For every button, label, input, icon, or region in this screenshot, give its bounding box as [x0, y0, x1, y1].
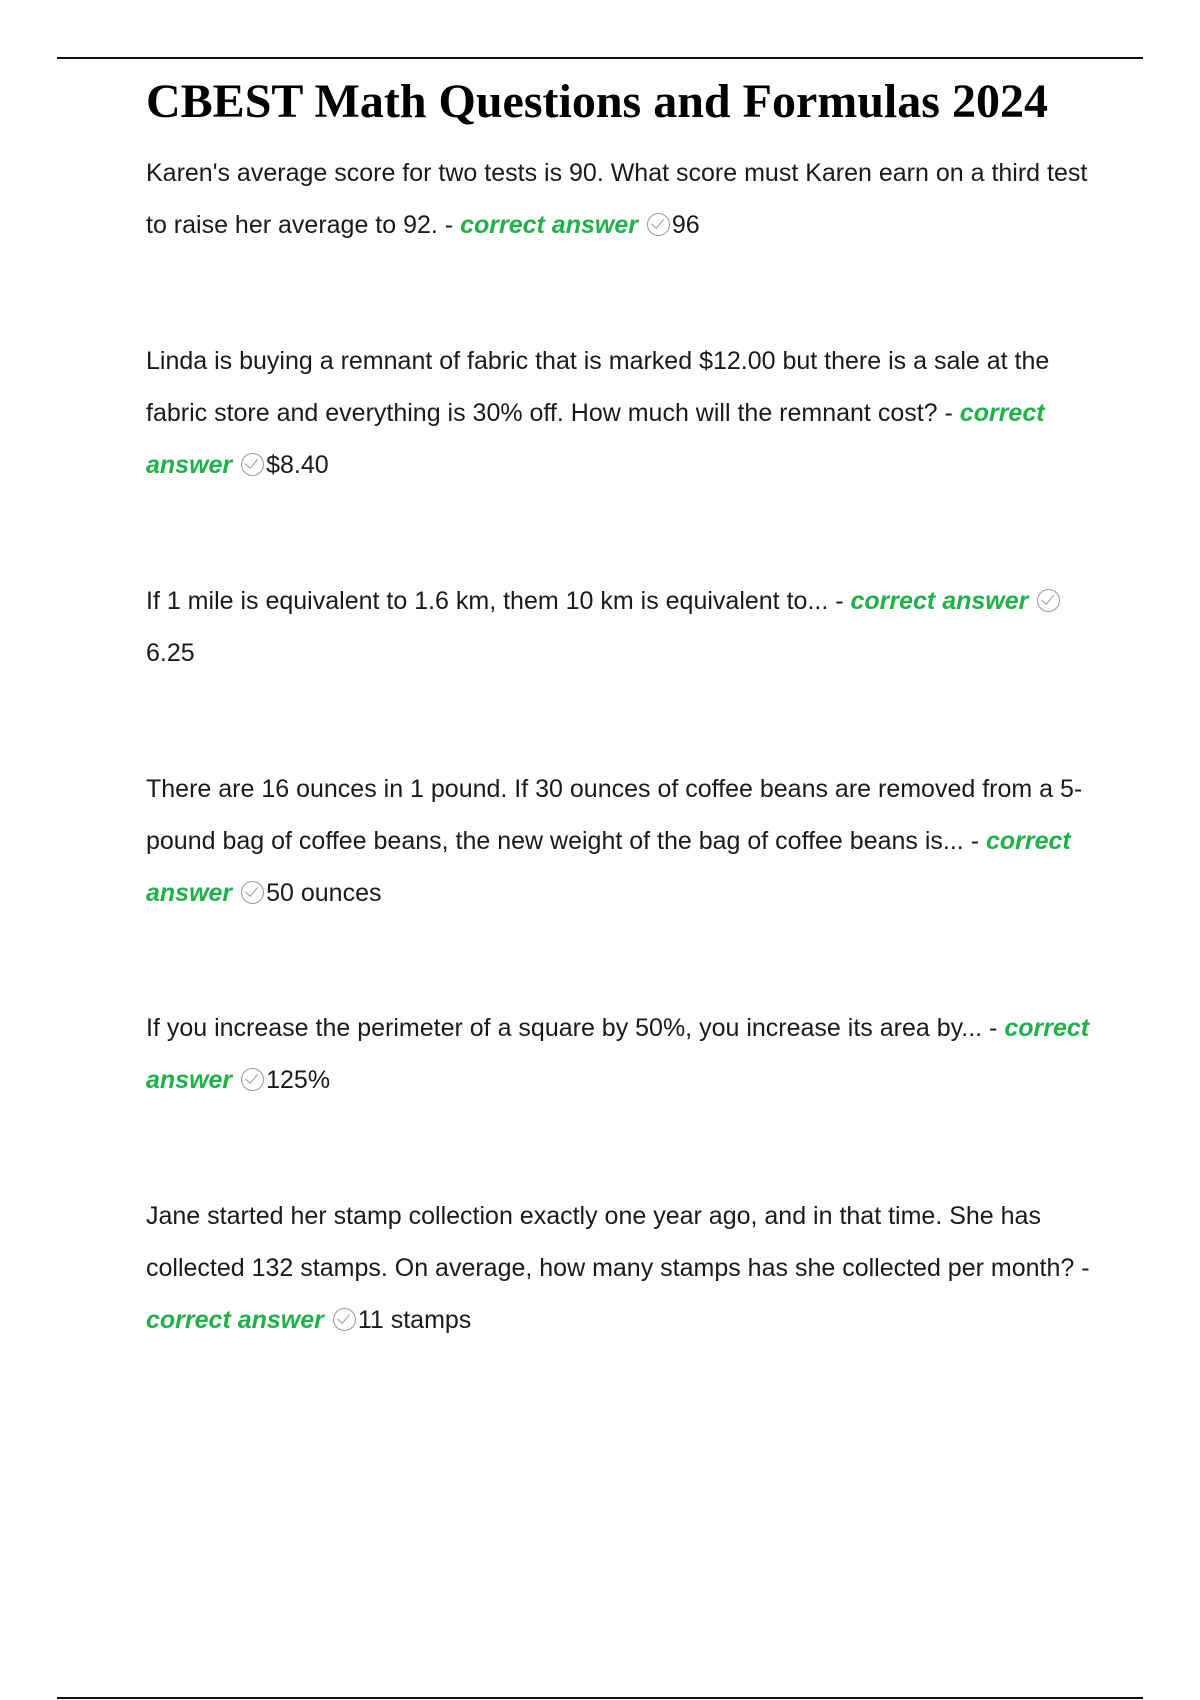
correct-answer-label: correct answer	[146, 827, 1071, 907]
question-text: If you increase the perimeter of a square by 50%, you increase its area by...	[146, 1014, 983, 1042]
answer-text: $8.40	[266, 451, 329, 479]
separator: -	[1074, 1254, 1090, 1282]
correct-answer-label: correct answer	[850, 587, 1029, 615]
check-circle-icon	[1037, 589, 1060, 612]
answer-text: 11 stamps	[357, 1306, 472, 1334]
separator: -	[963, 827, 986, 855]
answer-text: 96	[671, 211, 700, 239]
check-circle-icon	[647, 213, 670, 236]
separator: -	[982, 1014, 1005, 1042]
correct-answer-label: correct answer	[146, 1014, 1090, 1094]
page-title: CBEST Math Questions and Formulas 2024	[146, 75, 1048, 128]
question-text: There are 16 ounces in 1 pound. If 30 ounces of coffee beans are removed from a 5-pound bag of coffee beans, the new weight of the bag of coffee beans is...	[146, 775, 1083, 855]
top-rule	[57, 57, 1143, 59]
bottom-rule	[57, 1697, 1143, 1699]
qa-item	[146, 147, 1092, 251]
correct-answer-label: correct answer	[146, 1306, 324, 1334]
qa-item	[146, 1002, 1092, 1106]
check-circle-icon	[333, 1308, 356, 1331]
question-text: If 1 mile is equivalent to 1.6 km, them 10 km is equivalent to...	[146, 587, 829, 615]
qa-item	[146, 335, 1092, 491]
question-text: Linda is buying a remnant of fabric that is marked $12.00 but there is a sale at the fabric store and everything is 30% off. How much will the remnant cost?	[146, 347, 1050, 427]
qa-item	[146, 1190, 1092, 1346]
answer-text: 125%	[266, 1066, 331, 1094]
answer-text: 50 ounces	[266, 879, 382, 907]
qa-item	[146, 575, 1092, 679]
answer-text: 6.25	[146, 639, 195, 667]
separator: -	[437, 211, 461, 239]
correct-answer-label: correct answer	[460, 211, 638, 239]
check-circle-icon	[241, 453, 264, 476]
check-circle-icon	[241, 881, 264, 904]
qa-item	[146, 763, 1092, 919]
question-text: Karen's average score for two tests is 90. What score must Karen earn on a third test to raise her average to 92.	[146, 159, 1088, 239]
correct-answer-label: correct answer	[146, 399, 1045, 479]
separator: -	[937, 399, 960, 427]
question-text: Jane started her stamp collection exactly one year ago, and in that time. She has collected 132 stamps. On average, how many stamps has she collected per month?	[146, 1202, 1075, 1282]
separator: -	[828, 587, 851, 615]
check-circle-icon	[241, 1068, 264, 1091]
